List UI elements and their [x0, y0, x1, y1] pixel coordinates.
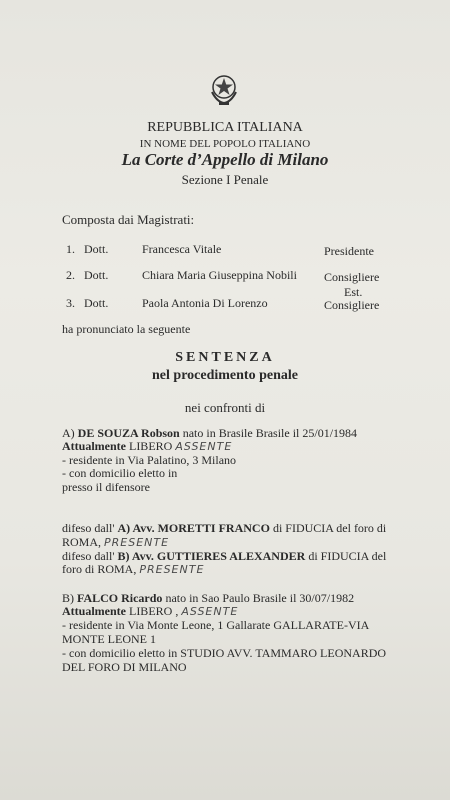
status-value: LIBERO ,: [128, 604, 179, 618]
domicile-line: - con domicilio eletto in STUDIO AVV. TAMMARO LEONARDO: [62, 646, 387, 660]
judge-title: Dott.: [84, 268, 109, 282]
defender-city: foro di ROMA,: [62, 562, 137, 576]
republic-heading: REPUBBLICA ITALIANA: [147, 120, 303, 135]
defender-prefix: difeso dall': [62, 521, 115, 535]
judge-role: Consigliere: [324, 270, 380, 284]
status-label: Attualmente: [62, 604, 126, 618]
defender-suffix: di FIDUCIA del foro di: [272, 521, 387, 535]
pronounced-text: ha pronunciato la seguente: [62, 322, 191, 336]
domicile-line-cont: DEL FORO DI MILANO: [62, 660, 187, 674]
judge-role: Consigliere: [324, 298, 380, 312]
sentence-subtitle: nel procedimento penale: [152, 368, 298, 383]
defendant-label: B): [62, 591, 74, 605]
defender-prefix: difeso dall': [62, 549, 115, 563]
judge-name: Chiara Maria Giuseppina Nobili: [142, 268, 297, 282]
handwritten-status: ASSENTE: [175, 440, 233, 453]
judge-number: 2.: [66, 268, 75, 282]
judge-number: 1.: [66, 242, 75, 256]
panel-intro: Composta dai Magistrati:: [62, 212, 195, 227]
status-value: LIBERO: [128, 439, 173, 453]
judge-name: Paola Antonia Di Lorenzo: [142, 296, 268, 310]
defender-1-city-line: [62, 535, 169, 550]
section-heading: Sezione I Penale: [181, 172, 269, 187]
defender-1-line: [62, 521, 386, 536]
domicile-line: - con domicilio eletto in: [62, 466, 178, 480]
handwritten-presence: PRESENTE: [139, 563, 205, 576]
against-text: nei confronti di: [184, 400, 266, 415]
status-label: Attualmente: [62, 439, 126, 453]
defendant-status-line: [62, 439, 232, 454]
defendant-birth: nato in Sao Paulo Brasile il 30/07/1982: [165, 591, 355, 605]
defender-city: ROMA,: [62, 535, 102, 549]
defender-suffix: di FIDUCIA del: [308, 549, 387, 563]
defender-name: A) Avv. MORETTI FRANCO: [117, 521, 270, 535]
judge-title: Dott.: [84, 296, 109, 310]
italian-emblem-icon: [208, 72, 240, 106]
residence-line: - residente in Via Palatino, 3 Milano: [62, 453, 237, 467]
in-name-heading: IN NOME DEL POPOLO ITALIANO: [139, 138, 311, 150]
defendant-name: FALCO Ricardo: [77, 591, 163, 605]
residence-line-cont: MONTE LEONE 1: [62, 632, 156, 646]
handwritten-presence: PRESENTE: [104, 536, 170, 549]
court-title: La Corte d’Appello di Milano: [121, 150, 329, 169]
defendant-birth: nato in Brasile Brasile il 25/01/1984: [182, 426, 358, 440]
defendant-status-line: [62, 604, 238, 619]
residence-line: - residente in Via Monte Leone, 1 Gallarate GALLARATE-VIA: [62, 618, 370, 632]
judge-role: Presidente: [324, 244, 374, 258]
defendant-label: A): [62, 426, 75, 440]
handwritten-status: ASSENTE: [181, 605, 239, 618]
sentence-title: SENTENZA: [175, 350, 275, 365]
domicile-detail: presso il difensore: [62, 480, 150, 494]
judge-name: Francesca Vitale: [142, 242, 222, 256]
defender-2-city-line: [62, 562, 204, 577]
estensore-note: Est.: [344, 285, 363, 299]
defender-name: B) Avv. GUTTIERES ALEXANDER: [117, 549, 306, 563]
defendant-name: DE SOUZA Robson: [77, 426, 180, 440]
judge-number: 3.: [66, 296, 75, 310]
judge-title: Dott.: [84, 242, 109, 256]
